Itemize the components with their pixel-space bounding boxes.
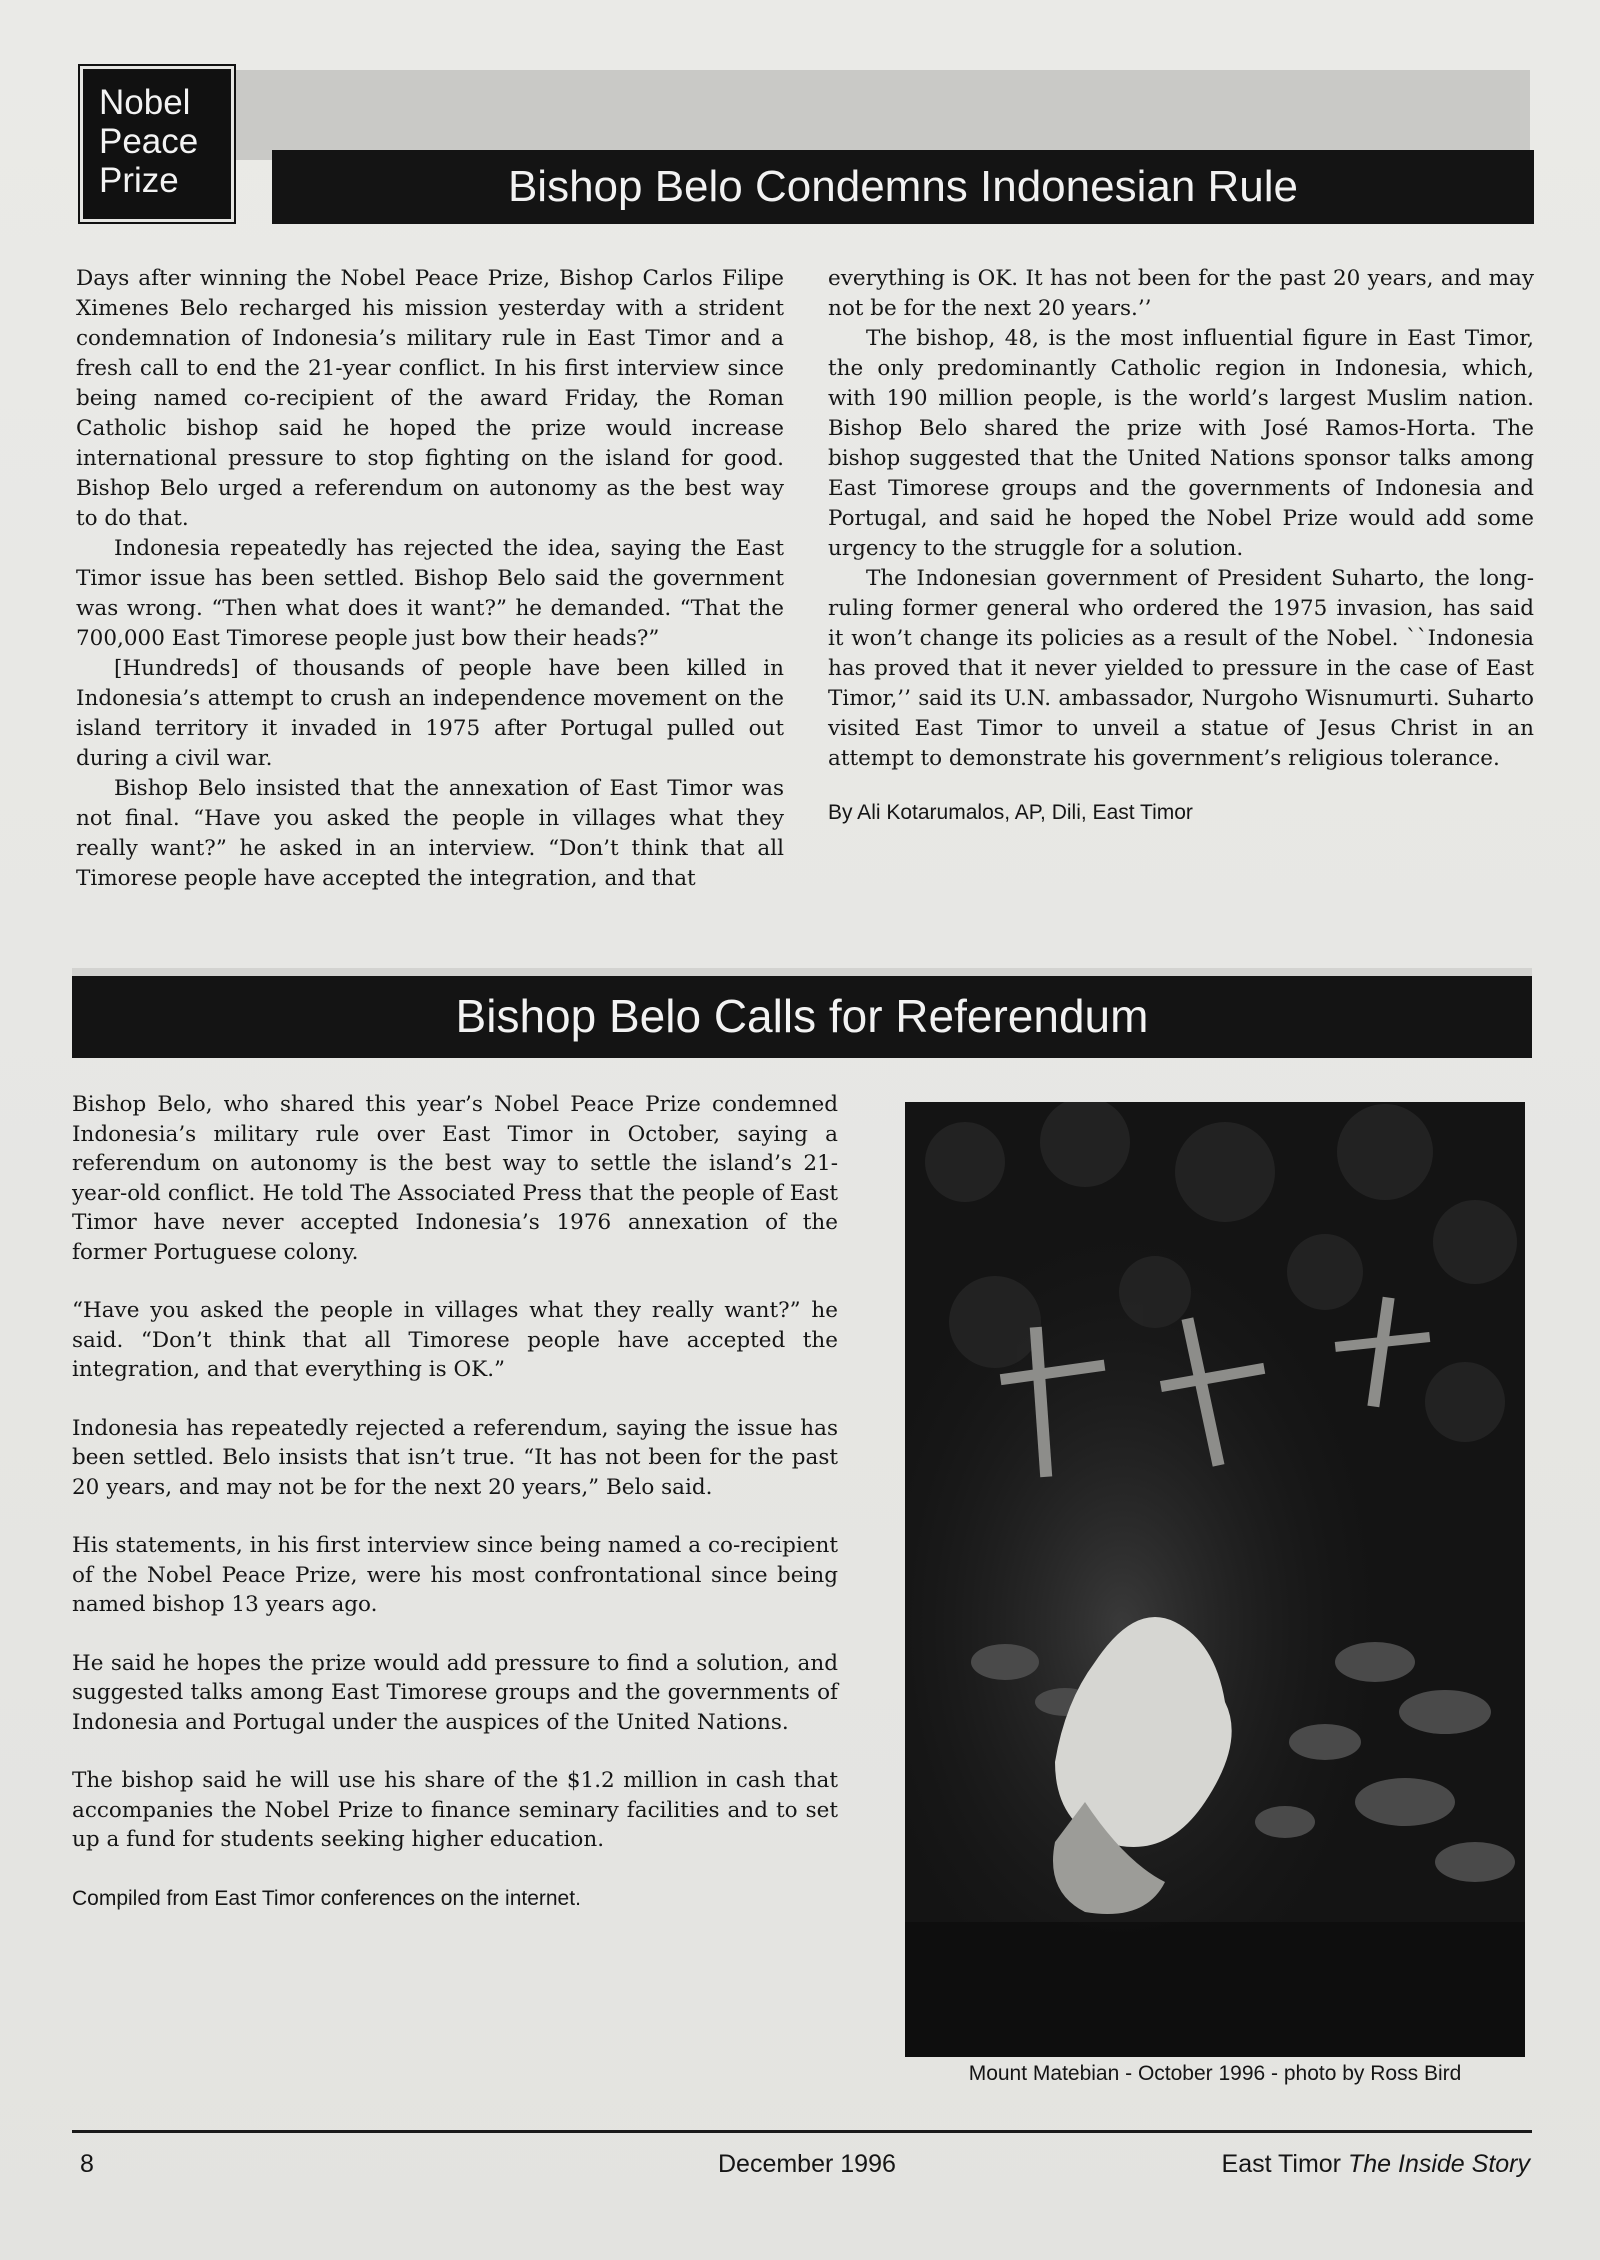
paragraph: Indonesia repeatedly has rejected the idea, saying the East Timor issue has been settled. Bishop Belo said the government was wrong. “Then what does it want?” he demanded. “That the 700,000 East Timorese people just bow their heads?” [76,536,784,651]
paragraph: Indonesia has repeatedly rejected a referendum, saying the issue has been settled. Belo insists that isn’t true. “It has not been for the past 20 years, and may not be for the next 20 years,” Belo said. [72,1415,838,1500]
issue-date: December 1996 [718,2150,896,2178]
bleed-through-band [150,70,1530,160]
photo-illustration [905,1102,1525,2057]
photo-caption: Mount Matebian - October 1996 - photo by Ross Bird [968,2062,1462,2085]
mount-matebian-photo [905,1102,1525,2057]
article2-headline: Bishop Belo Calls for Referendum [72,976,1532,1058]
badge-line: Peace [99,122,199,161]
publication-title: East Timor [1221,2150,1342,2178]
paragraph: The bishop said he will use his share of the $1.2 million in cash that accompanies the Nobel Prize to finance seminary facilities and to set up a fund for students seeking higher education. [72,1768,838,1852]
publication-name [1222,2150,1530,2179]
article1-column-right [828,264,1534,828]
article2-source-note: Compiled from East Timor conferences on the internet. [72,1886,581,1910]
publication-subtitle: The Inside Story [1347,2150,1530,2178]
paragraph: Bishop Belo, who shared this year’s Nobel Peace Prize condemned Indonesia’s military rule over East Timor in October, saying a referendum on autonomy is the best way to settle the island’s 21-year-old conflict. He told The Associated Press that the people of East Timor have never accepted Indonesia’s 1976 annexation of the former Portuguese colony. [72,1092,838,1265]
paragraph: Bishop Belo insisted that the annexation of East Timor was not final. “Have you asked the people in villages what they really want?” he asked in an interview. “Don’t think that all Timorese people have accepted the integration, and that [76,776,784,891]
page-number: 8 [80,2150,94,2178]
article2-body [72,1090,838,1942]
badge-line: Prize [99,161,179,200]
paragraph: Days after winning the Nobel Peace Prize, Bishop Carlos Filipe Ximenes Belo recharged his mission yesterday with a strident condemnation of Indonesia’s military rule in East Timor and a fresh call to end the 21-year conflict. In his first interview since being named co-recipient of the award Friday, the Roman Catholic bishop said he hoped the prize would increase international pressure to stop fighting on the island for good. Bishop Belo urged a referendum on autonomy as the best way to do that. [76,266,784,531]
paragraph: The bishop, 48, is the most influential figure in East Timor, the only predominantly Catholic region in Indonesia, which, with 190 million people, is the world’s largest Muslim nation. Bishop Belo shared the prize with José Ramos-Horta. The bishop suggested that the United Nations sponsor talks among East Timorese groups and the governments of Indonesia and Portugal, and said he hoped the Nobel Prize would add some urgency to the struggle for a solution. [828,326,1534,561]
paragraph: [Hundreds] of thousands of people have been killed in Indonesia’s attempt to crush an independence movement on the island territory it invaded in 1975 after Portugal pulled out during a civil war. [76,656,784,771]
article1-byline: By Ali Kotarumalos, AP, Dili, East Timor [828,801,1193,824]
paragraph: “Have you asked the people in villages what they really want?” he said. “Don’t think that all Timorese people have accepted the integration, and that everything is OK.” [72,1298,838,1382]
paragraph: His statements, in his first interview since being named a co-recipient of the Nobel Peace Prize, were his most confrontational since being named bishop 13 years ago. [72,1533,838,1617]
paragraph: The Indonesian government of President Suharto, the long-ruling former general who ordered the 1975 invasion, has said it won’t change its policies as a result of the Nobel. ``Indonesia has proved that it never yielded to pressure in the case of East Timor,’’ said its U.N. ambassador, Nurgoho Wisnumurti. Suharto visited East Timor to unveil a statue of Jesus Christ in an attempt to demonstrate his government’s religious tolerance. [828,566,1534,771]
badge-line: Nobel [99,83,191,122]
article1-headline: Bishop Belo Condemns Indonesian Rule [272,150,1534,224]
paragraph: everything is OK. It has not been for the past 20 years, and may not be for the next 20 years.’’ [828,266,1534,321]
footer-rule [72,2130,1532,2133]
article1-column-left [76,264,784,894]
nobel-peace-prize-badge [80,66,234,222]
paragraph: He said he hopes the prize would add pressure to find a solution, and suggested talks among East Timorese groups and the governments of Indonesia and Portugal under the auspices of the United Nations. [72,1650,838,1735]
